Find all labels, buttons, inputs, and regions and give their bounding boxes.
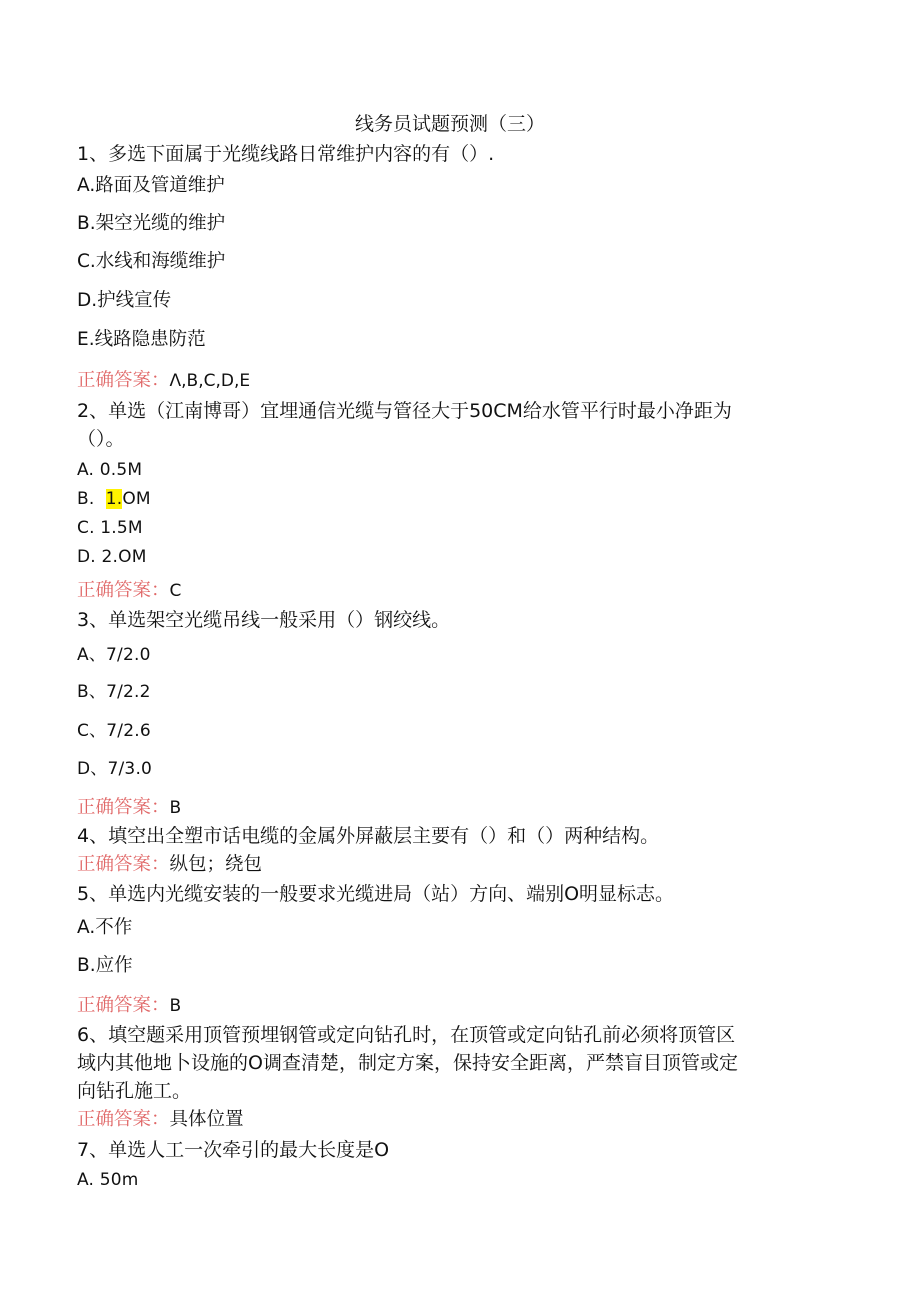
question-1: 1、多选下面属于光缆线路日常维护内容的有（）.	[77, 143, 495, 165]
answer-value: B	[169, 996, 182, 1016]
q3-option-d: D、7/3.0	[77, 759, 153, 779]
q6-answer	[77, 1107, 244, 1133]
q2-option-b-rest: OM	[122, 489, 151, 509]
q3-option-b: B、7/2.2	[77, 682, 151, 702]
q1-option-e: E.线路隐患防范	[77, 329, 206, 350]
q7-option-a: A. 50m	[77, 1170, 139, 1190]
question-3: 3、单选架空光缆吊线一般采用（）钢绞线。	[77, 609, 451, 631]
q5-option-a: A.不作	[77, 917, 133, 938]
q2-option-b-prefix: B.	[77, 489, 106, 509]
answer-value: 具体位置	[169, 1109, 244, 1130]
q1-option-b: B.架空光缆的维护	[77, 213, 226, 234]
answer-value: B	[169, 798, 182, 818]
q3-option-a: A、7/2.0	[77, 645, 151, 665]
q2-option-d: D. 2.OM	[77, 547, 147, 567]
answer-label: 正确答案：	[77, 995, 170, 1016]
q3-option-c: C、7/2.6	[77, 721, 151, 741]
q1-option-a: A.路面及管道维护	[77, 175, 225, 196]
answer-value: C	[169, 581, 182, 601]
highlighted-text: 1.	[105, 489, 123, 509]
answer-label: 正确答案：	[77, 797, 170, 818]
document-title: 线务员试题预测（三）	[354, 113, 545, 135]
q2-option-a: A. 0.5M	[77, 460, 143, 480]
q5-answer	[77, 993, 181, 1019]
answer-label: 正确答案：	[77, 1109, 170, 1130]
answer-value: 纵包；绕包	[169, 854, 263, 875]
q1-option-c: C.水线和海缆维护	[77, 251, 226, 272]
question-6-line-3: 向钻孔施工。	[77, 1080, 192, 1102]
q4-answer	[77, 852, 262, 878]
answer-label: 正确答案：	[77, 580, 170, 601]
q3-answer	[77, 795, 181, 821]
q2-option-c: C. 1.5M	[77, 518, 143, 538]
question-4: 4、填空出全塑市话电缆的金属外屏蔽层主要有（）和（）两种结构。	[77, 825, 660, 847]
answer-label: 正确答案：	[77, 854, 170, 875]
q1-answer	[77, 368, 250, 394]
question-5: 5、单选内光缆安装的一般要求光缆进局（站）方向、端别O明显标志。	[77, 883, 675, 905]
question-6-line-1: 6、填空题采用顶管预埋钢管或定向钻孔时，在顶管或定向钻孔前必须将顶管区	[77, 1024, 736, 1046]
answer-label: 正确答案：	[77, 370, 170, 391]
q2-option-b	[77, 486, 151, 512]
question-7: 7、单选人工一次牵引的最大长度是O	[77, 1139, 390, 1161]
answer-value: Λ,B,C,D,E	[169, 371, 251, 391]
question-6-line-2: 域内其他地卜设施的O调查清楚，制定方案，保持安全距离，严禁盲目顶管或定	[77, 1052, 738, 1074]
question-2-line-1: 2、单选（江南博哥）宜埋通信光缆与管径大于50CM给水管平行时最小净距为	[77, 400, 732, 422]
q1-option-d: D.护线宣传	[77, 290, 172, 311]
q5-option-b: B.应作	[77, 955, 133, 976]
q2-answer	[77, 578, 181, 604]
question-2-line-2: （）。	[77, 428, 125, 450]
